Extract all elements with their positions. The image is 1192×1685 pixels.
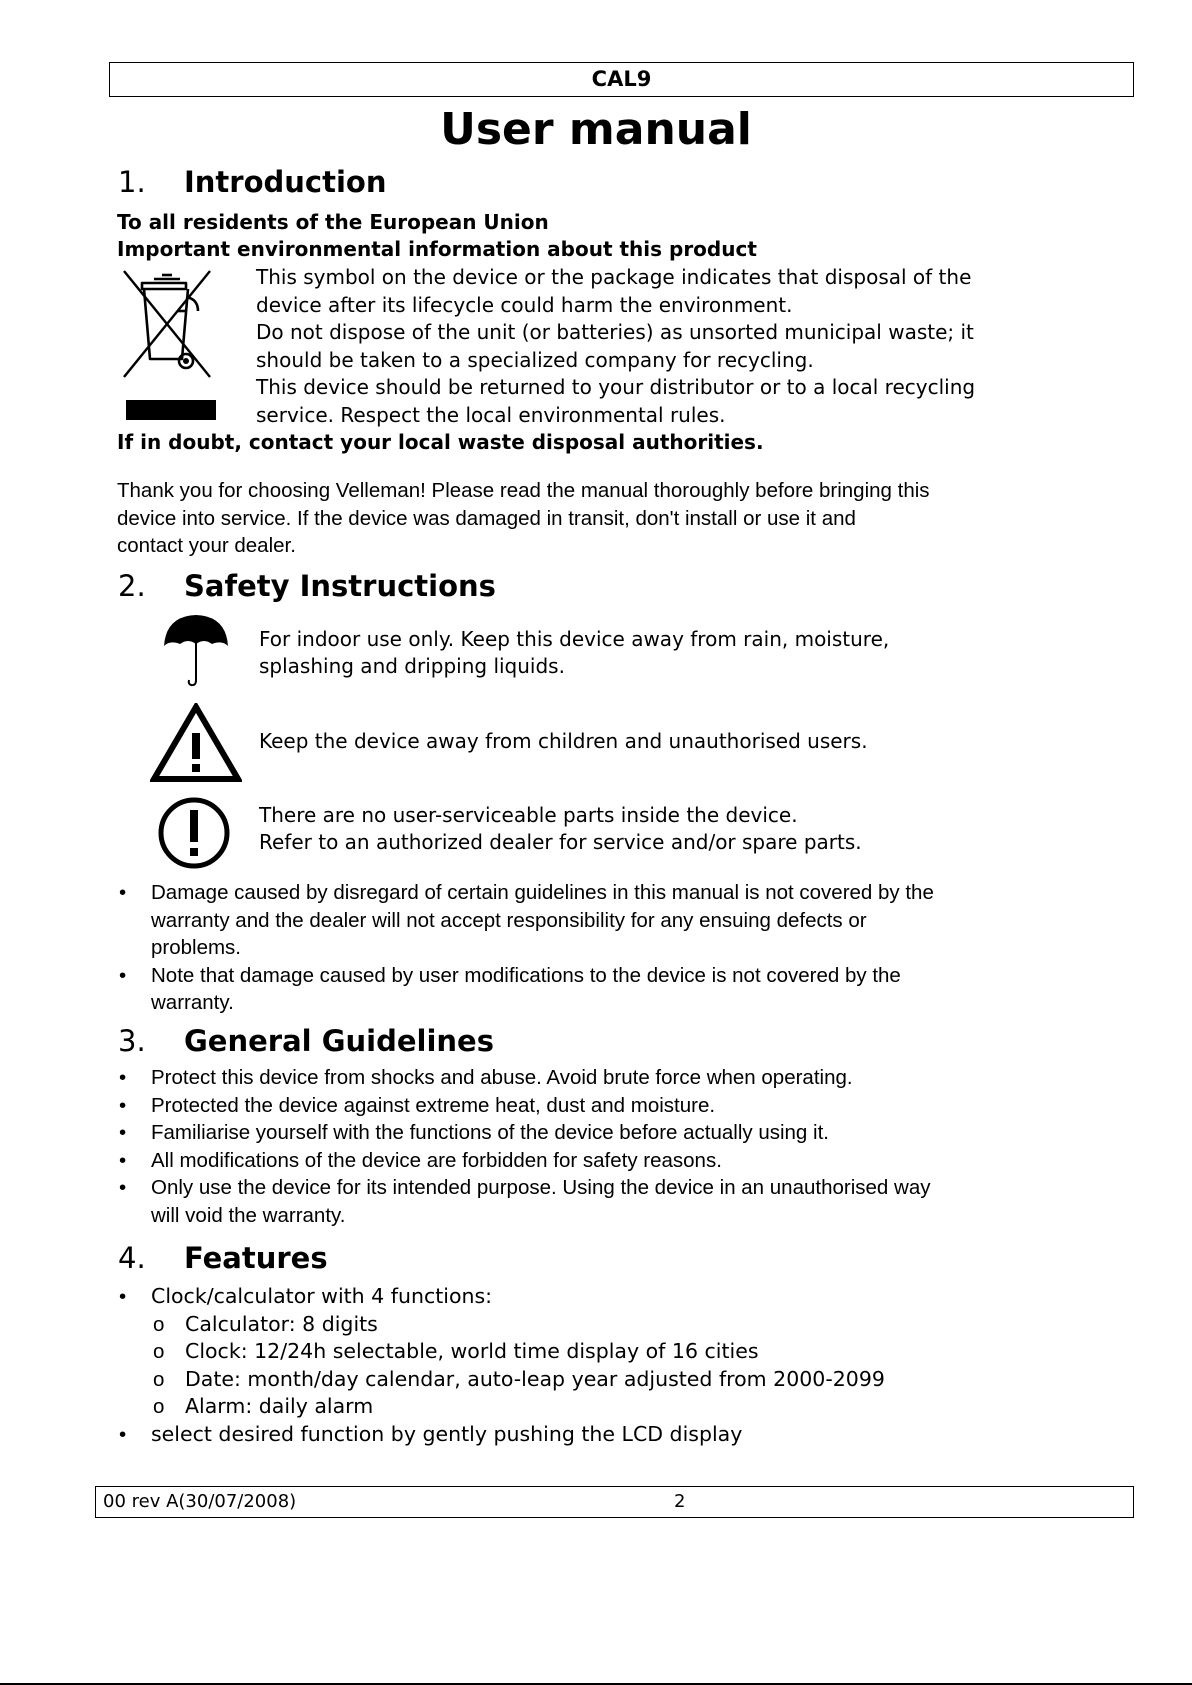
indoor-use-notice (259, 626, 889, 680)
service-notice (259, 802, 862, 856)
list-item (117, 1366, 885, 1394)
list-item (117, 1174, 930, 1229)
page-footer (95, 1486, 1134, 1518)
list-item-line: All modifications of the device are forbidden for safety reasons. (151, 1148, 722, 1172)
section-title: Safety Instructions (184, 569, 496, 603)
weee-line: This symbol on the device or the package indicates that disposal of the (256, 265, 972, 289)
section-heading-guidelines (118, 1021, 494, 1061)
list-item (117, 1092, 930, 1120)
page-number: 2 (674, 1491, 686, 1512)
model-name: CAL9 (591, 67, 652, 91)
sub-bullet-icon: o (153, 1312, 165, 1336)
list-item (117, 1338, 885, 1366)
list-item (117, 1119, 930, 1147)
bullet-icon: • (119, 881, 127, 904)
section-number: 4. (118, 1241, 146, 1275)
weee-notice (256, 264, 975, 429)
bullet-icon: • (119, 1093, 127, 1117)
bullet-icon: • (119, 1176, 127, 1200)
env-heading: Important environmental information about this product (117, 237, 757, 261)
bullet-icon: • (119, 1066, 127, 1089)
safety-bullet-list (117, 879, 934, 1017)
thanks-line: Thank you for choosing Velleman! Please read the manual thoroughly before bringing this (117, 479, 930, 502)
warning-triangle-icon (150, 703, 242, 783)
list-item-text: Date: month/day calendar, auto-leap year adjusted from 2000-2099 (185, 1366, 885, 1391)
list-item-line: Familiarise yourself with the functions of the device before actually using it. (151, 1121, 829, 1145)
list-item-text: Calculator: 8 digits (185, 1311, 378, 1336)
list-item (117, 1421, 885, 1449)
weee-line: This device should be returned to your distributor or to a local recycling (256, 375, 976, 399)
thanks-line: device into service. If the device was damaged in transit, don't install or use it and (117, 506, 856, 530)
list-item-line: Protect this device from shocks and abuse. Avoid brute force when operating. (151, 1066, 853, 1089)
crossed-out-wheelie-bin-icon (118, 267, 224, 423)
guidelines-bullet-list (117, 1064, 930, 1230)
weee-line: Do not dispose of the unit (or batteries) as unsorted municipal waste; it (256, 320, 974, 344)
section-number: 3. (118, 1024, 146, 1058)
doubt-line: If in doubt, contact your local waste disposal authorities. (117, 430, 764, 454)
indoor-line: splashing and dripping liquids. (259, 654, 565, 678)
list-item-line: problems. (151, 936, 242, 960)
section-heading-introduction (118, 162, 387, 202)
list-item (117, 962, 934, 1017)
list-item (117, 1283, 885, 1311)
section-number: 1. (118, 165, 146, 199)
section-heading-features (118, 1238, 328, 1278)
attention-circle-icon (156, 795, 232, 871)
sub-bullet-icon: o (153, 1367, 165, 1391)
weee-line: device after its lifecycle could harm the environment. (256, 292, 793, 317)
list-item (117, 1147, 930, 1175)
weee-line: should be taken to a specialized company for recycling. (256, 347, 814, 372)
section-title: Features (184, 1241, 328, 1275)
indoor-line: For indoor use only. Keep this device away from rain, moisture, (259, 627, 890, 651)
list-item-line: will void the warranty. (151, 1203, 346, 1227)
list-item-text: Clock: 12/24h selectable, world time display of 16 cities (185, 1339, 759, 1364)
section-number: 2. (118, 569, 146, 603)
bullet-icon: • (119, 1422, 127, 1446)
section-title: General Guidelines (184, 1024, 494, 1058)
sub-bullet-icon: o (153, 1395, 165, 1419)
list-item-line: Protected the device against extreme heat, dust and moisture. (151, 1093, 716, 1117)
weee-line: service. Respect the local environmental rules. (256, 402, 726, 427)
document-title: User manual (440, 104, 752, 155)
thanks-paragraph (117, 477, 930, 560)
list-item (117, 879, 934, 962)
list-item-line: warranty and the dealer will not accept responsibility for any ensuing defects or (151, 908, 867, 932)
bullet-icon: • (119, 1285, 127, 1308)
thanks-line: contact your dealer. (117, 534, 296, 557)
bullet-icon: • (119, 1121, 127, 1145)
service-line: There are no user-serviceable parts inside the device. (259, 803, 798, 827)
section-heading-safety (118, 566, 496, 606)
list-item-line: Damage caused by disregard of certain guidelines in this manual is not covered by the (151, 881, 934, 904)
bullet-icon: • (119, 1148, 127, 1172)
umbrella-icon (160, 612, 232, 690)
bullet-icon: • (119, 963, 127, 987)
list-item-text: Alarm: daily alarm (185, 1394, 374, 1419)
section-title: Introduction (184, 165, 387, 199)
list-item-line: warranty. (151, 991, 234, 1015)
list-item (117, 1064, 930, 1092)
children-notice: Keep the device away from children and unauthorised users. (259, 729, 868, 753)
revision-label: 00 rev A(30/07/2008) (103, 1491, 297, 1512)
list-item (117, 1311, 885, 1339)
service-line: Refer to an authorized dealer for service and/or spare parts. (259, 830, 862, 854)
list-item-line: Note that damage caused by user modifications to the device is not covered by the (151, 963, 901, 987)
list-item (117, 1393, 885, 1421)
list-item-line: Only use the device for its intended purpose. Using the device in an unauthorised way (151, 1176, 931, 1200)
sub-bullet-icon: o (153, 1340, 165, 1364)
model-header (109, 62, 1134, 97)
eu-heading: To all residents of the European Union (117, 210, 549, 234)
list-item-text: select desired function by gently pushing the LCD display (151, 1421, 743, 1446)
features-list (117, 1283, 885, 1449)
list-item-text: Clock/calculator with 4 functions: (151, 1284, 493, 1308)
